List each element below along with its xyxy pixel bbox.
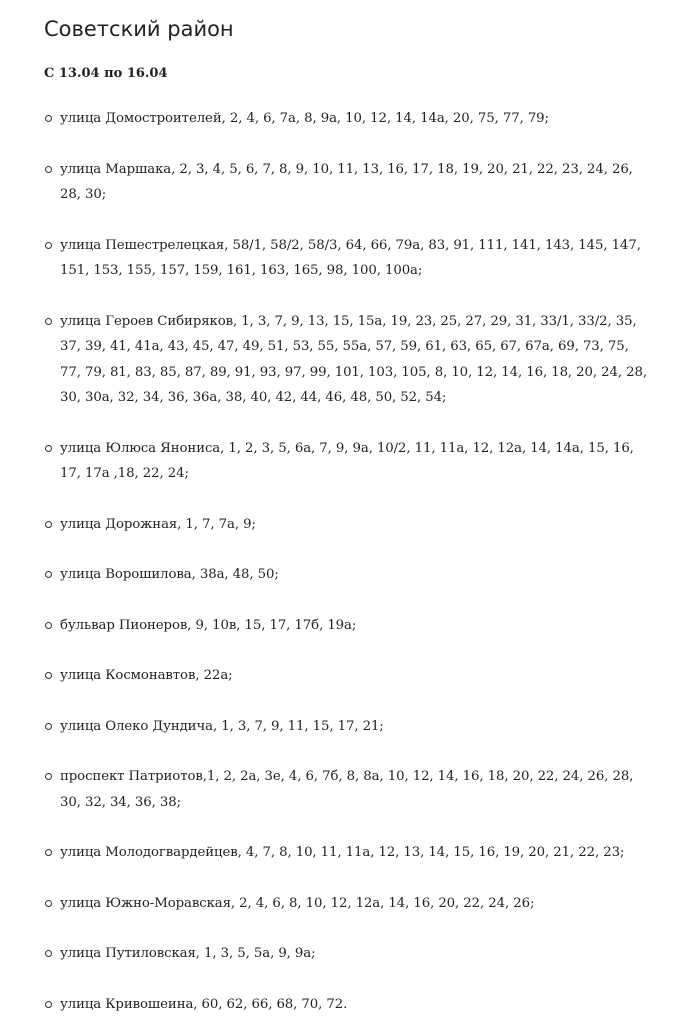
bullet-icon xyxy=(45,723,52,730)
street-address-text: улица Путиловская, 1, 3, 5, 5а, 9, 9а; xyxy=(60,946,316,961)
list-item xyxy=(44,233,648,284)
bullet-icon xyxy=(45,521,52,528)
street-address-text: улица Кривошеина, 60, 62, 66, 68, 70, 72. xyxy=(60,997,347,1012)
list-item xyxy=(44,309,648,411)
street-address-text: улица Южно-Моравская, 2, 4, 6, 8, 10, 12, 12а, 14, 16, 20, 22, 24, 26; xyxy=(60,896,534,911)
bullet-icon xyxy=(45,1001,52,1008)
bullet-icon xyxy=(45,166,52,173)
bullet-icon xyxy=(45,900,52,907)
bullet-icon xyxy=(45,571,52,578)
list-item xyxy=(44,106,648,132)
list-item xyxy=(44,663,648,689)
list-item xyxy=(44,157,648,208)
list-item xyxy=(44,714,648,740)
street-address-text: улица Космонавтов, 22а; xyxy=(60,668,233,683)
street-address-text: бульвар Пионеров, 9, 10в, 15, 17, 17б, 19а; xyxy=(60,618,356,633)
date-range: С 13.04 по 16.04 xyxy=(44,64,648,84)
bullet-icon xyxy=(45,672,52,679)
bullet-icon xyxy=(45,318,52,325)
street-address-text: улица Молодогвардейцев, 4, 7, 8, 10, 11, 11а, 12, 13, 14, 15, 16, 19, 20, 21, 22, 23; xyxy=(60,845,624,860)
street-address-text: проспект Патриотов,1, 2, 2а, 3е, 4, 6, 7б, 8, 8а, 10, 12, 14, 16, 18, 20, 22, 24, 26, 28, 30, 32, 34, 36, 38; xyxy=(60,769,633,810)
list-item xyxy=(44,512,648,538)
list-item xyxy=(44,891,648,917)
list-item xyxy=(44,992,648,1017)
street-address-text: улица Героев Сибиряков, 1, 3, 7, 9, 13, 15, 15а, 19, 23, 25, 27, 29, 31, 33/1, 33/2, 35, 37, 39, 41, 41а, 43, 45, 47, 49, 51, 53, 55, 55а, 57, 59, 61, 63, 65, 67, 67а, 69, 73, 75, 77, 79, 81, 83, 85, 87, 89, 91, 93, 97, 99, 101, 103, 105, 8, 10, 12, 14, 16, 18, 20, 24, 28, 30, 30а, 32, 34, 36, 36а, 38, 40, 42, 44, 46, 48, 50, 52, 54; xyxy=(60,314,647,406)
list-item xyxy=(44,562,648,588)
street-address-text: улица Ворошилова, 38а, 48, 50; xyxy=(60,567,279,582)
street-address-text: улица Юлюса Янониса, 1, 2, 3, 5, 6а, 7, 9, 9а, 10/2, 11, 11а, 12, 12а, 14, 14а, 15, 16, 17, 17а ,18, 22, 24; xyxy=(60,441,634,482)
bullet-icon xyxy=(45,242,52,249)
bullet-icon xyxy=(45,773,52,780)
street-address-text: улица Домостроителей, 2, 4, 6, 7а, 8, 9а, 10, 12, 14, 14а, 20, 75, 77, 79; xyxy=(60,111,549,126)
bullet-icon xyxy=(45,950,52,957)
street-address-text: улица Маршака, 2, 3, 4, 5, 6, 7, 8, 9, 10, 11, 13, 16, 17, 18, 19, 20, 21, 22, 23, 24, 26, 28, 30; xyxy=(60,162,633,203)
bullet-icon xyxy=(45,445,52,452)
district-title: Советский район xyxy=(44,14,648,44)
list-item xyxy=(44,764,648,815)
list-item xyxy=(44,613,648,639)
list-item xyxy=(44,436,648,487)
bullet-icon xyxy=(45,115,52,122)
bullet-icon xyxy=(45,849,52,856)
address-list xyxy=(44,106,648,1017)
bullet-icon xyxy=(45,622,52,629)
street-address-text: улица Олеко Дундича, 1, 3, 7, 9, 11, 15, 17, 21; xyxy=(60,719,384,734)
street-address-text: улица Пешестрелецкая, 58/1, 58/2, 58/3, 64, 66, 79а, 83, 91, 111, 141, 143, 145, 147, 151, 153, 155, 157, 159, 161, 163, 165, 98, 100, 100а; xyxy=(60,238,641,279)
list-item xyxy=(44,840,648,866)
list-item xyxy=(44,941,648,967)
street-address-text: улица Дорожная, 1, 7, 7а, 9; xyxy=(60,517,256,532)
